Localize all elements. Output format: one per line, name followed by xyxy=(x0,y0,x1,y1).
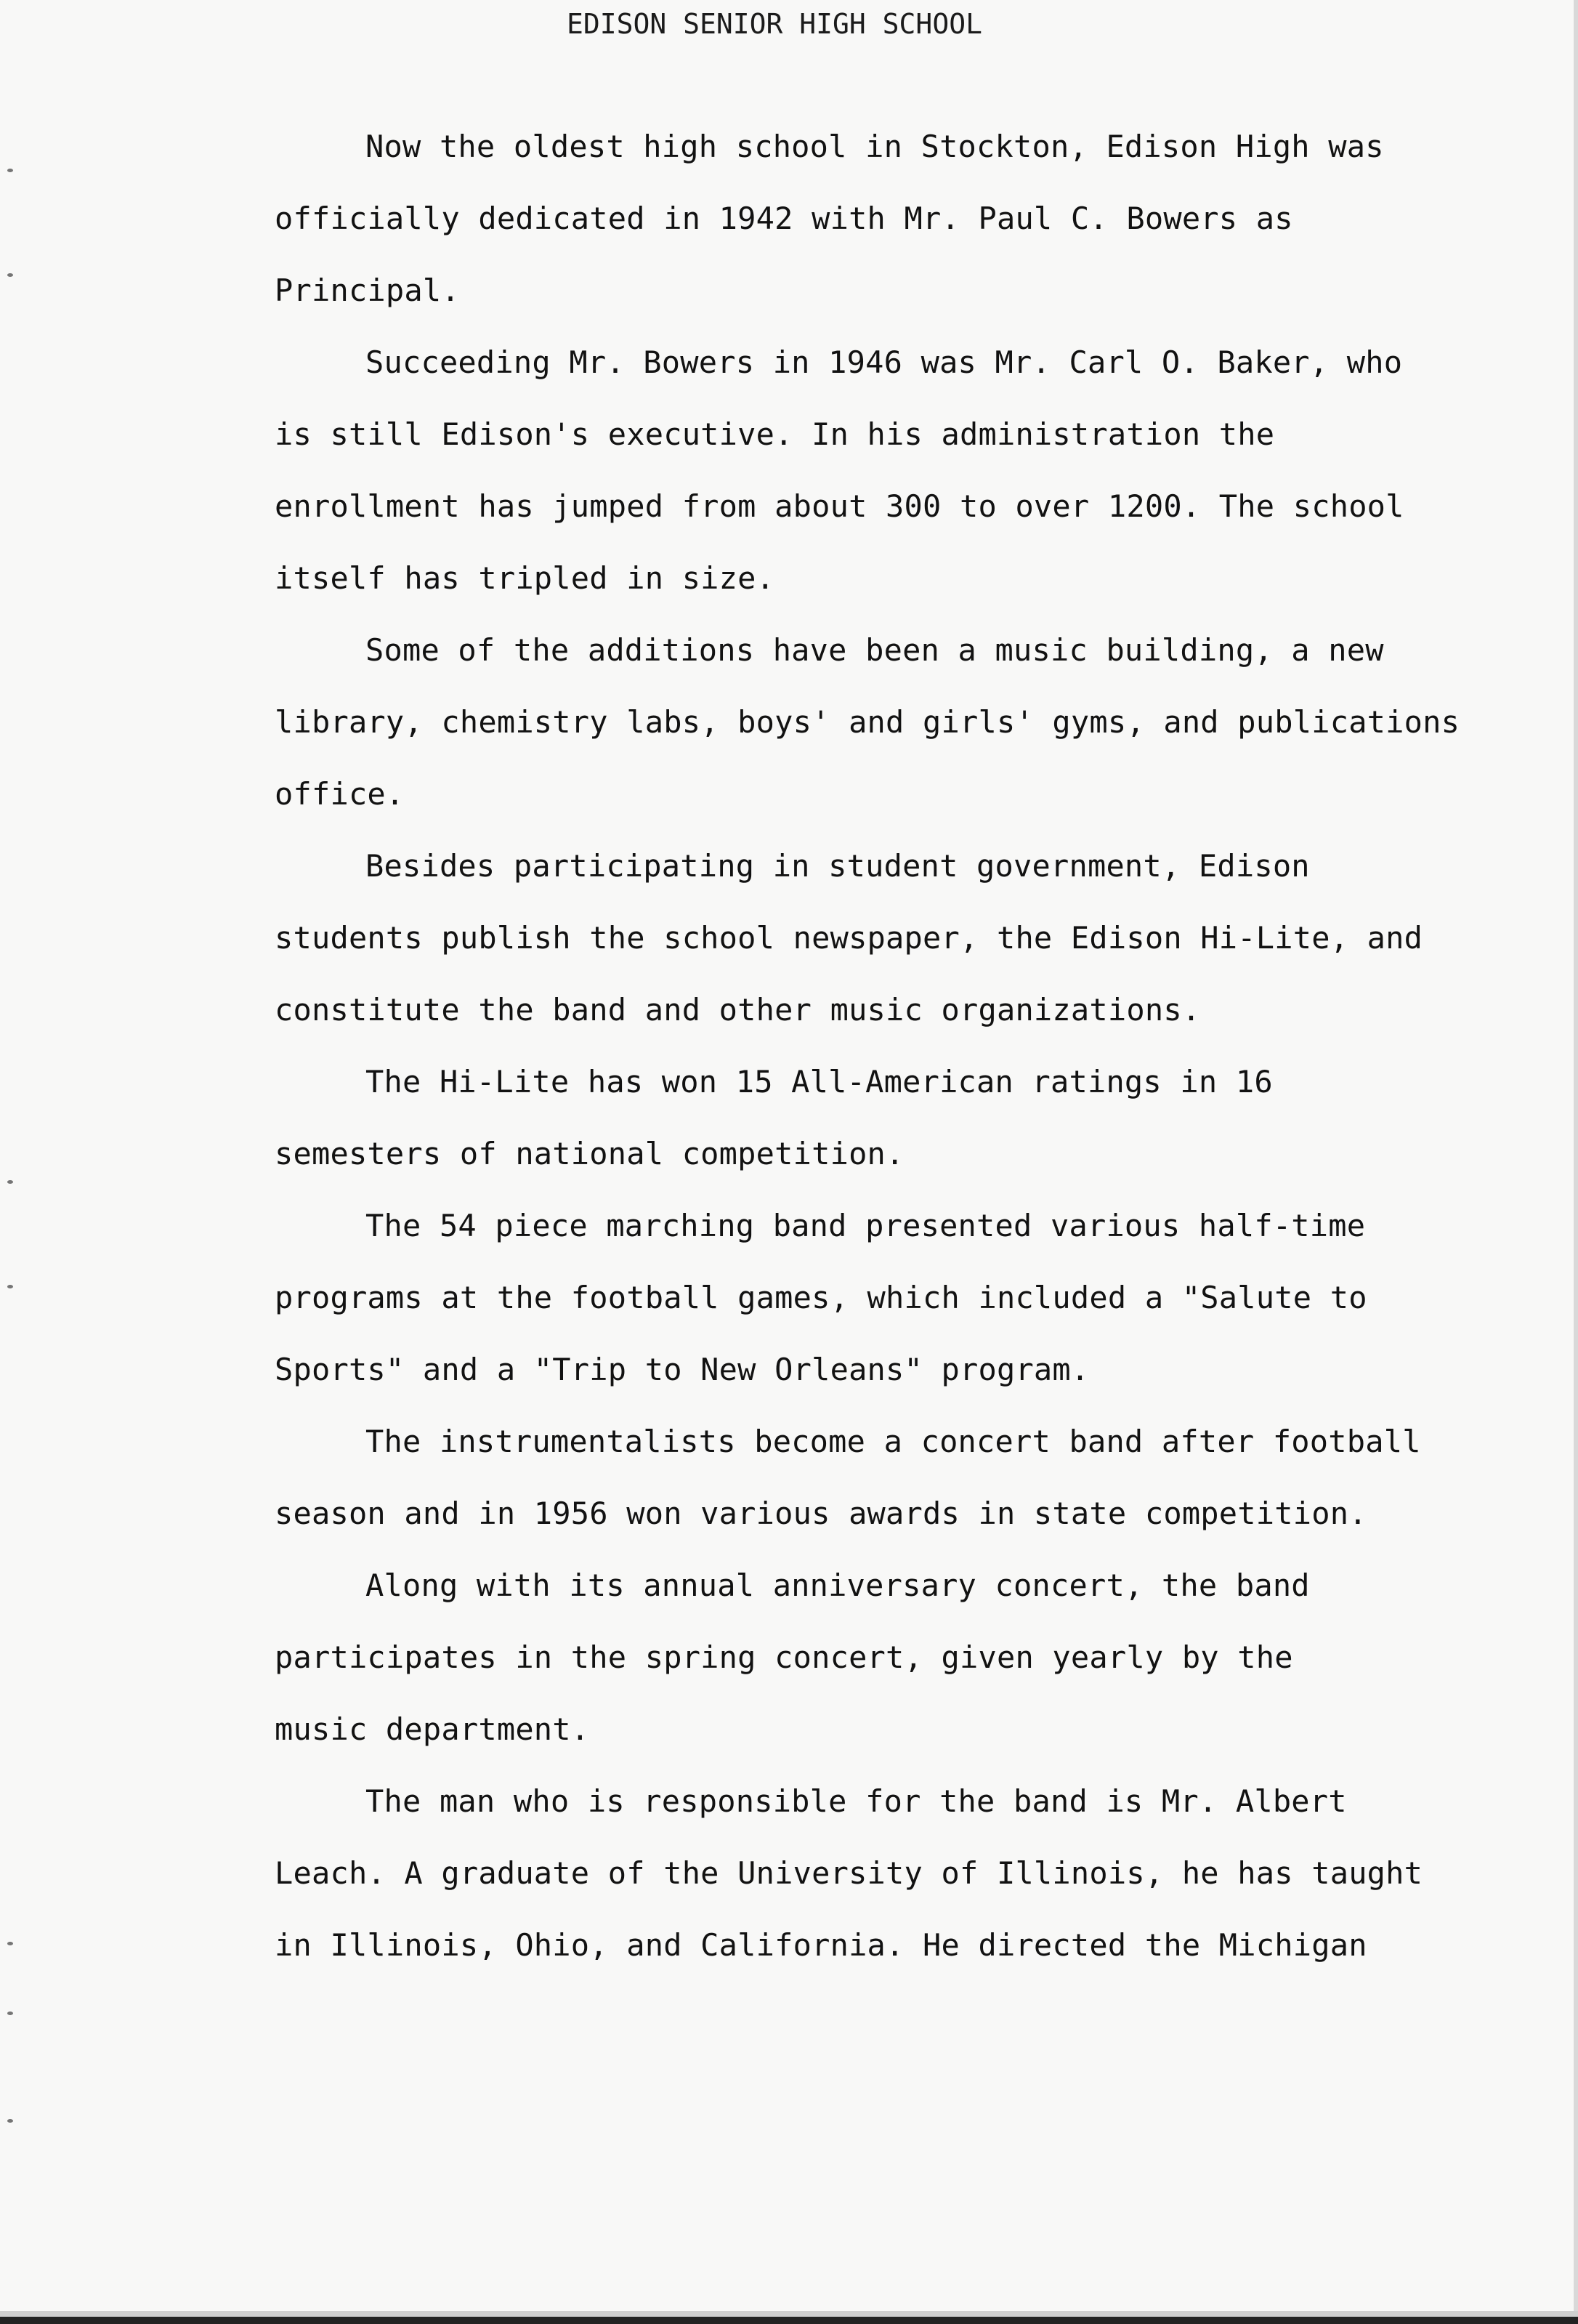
text-line: officially dedicated in 1942 with Mr. Paul C. Bowers as xyxy=(275,201,1293,236)
text-line: itself has tripled in size. xyxy=(275,560,775,596)
text-line: students publish the school newspaper, the Edison Hi-Lite, and xyxy=(275,920,1423,956)
text-line: Now the oldest high school in Stockton, Edison High was xyxy=(365,129,1384,164)
text-line: participates in the spring concert, given yearly by the xyxy=(275,1639,1293,1675)
text-line: Besides participating in student government, Edison xyxy=(365,848,1310,884)
text-line: Sports" and a "Trip to New Orleans" program. xyxy=(275,1352,1090,1387)
text-line: Leach. A graduate of the University of Illinois, he has taught xyxy=(275,1855,1423,1891)
binding-hole-mark xyxy=(7,273,13,277)
binding-hole-mark xyxy=(7,2012,13,2015)
text-line: constitute the band and other music organizations. xyxy=(275,992,1201,1028)
text-line: office. xyxy=(275,776,405,812)
text-line: The man who is responsible for the band is Mr. Albert xyxy=(365,1783,1347,1819)
page-bottom-shadow xyxy=(0,2311,1578,2317)
binding-hole-mark xyxy=(7,1180,13,1184)
page-title: EDISON SENIOR HIGH SCHOOL xyxy=(567,8,982,40)
document-body xyxy=(275,110,1460,1981)
text-line: library, chemistry labs, boys' and girls' gyms, and publications xyxy=(275,704,1460,740)
text-line: semesters of national competition. xyxy=(275,1136,905,1171)
binding-hole-mark xyxy=(7,169,13,172)
text-line: in Illinois, Ohio, and California. He directed the Michigan xyxy=(275,1927,1367,1963)
text-line: The 54 piece marching band presented various half-time xyxy=(365,1208,1366,1243)
page-right-edge xyxy=(1574,0,1578,2324)
page-bottom-edge xyxy=(0,2317,1578,2324)
binding-hole-mark xyxy=(7,1942,13,1945)
text-line: is still Edison's executive. In his administration the xyxy=(275,416,1275,452)
text-line: The Hi-Lite has won 15 All-American ratings in 16 xyxy=(365,1064,1273,1100)
text-line: music department. xyxy=(275,1711,590,1747)
binding-hole-mark xyxy=(7,1285,13,1288)
text-line: Along with its annual anniversary concert, the band xyxy=(365,1568,1310,1603)
text-line: Succeeding Mr. Bowers in 1946 was Mr. Carl O. Baker, who xyxy=(365,344,1403,380)
text-line: programs at the football games, which included a "Salute to xyxy=(275,1280,1367,1315)
text-line: Some of the additions have been a music building, a new xyxy=(365,632,1384,668)
binding-hole-mark xyxy=(7,2119,13,2123)
text-line: season and in 1956 won various awards in state competition. xyxy=(275,1496,1367,1531)
text-line: enrollment has jumped from about 300 to over 1200. The school xyxy=(275,488,1404,524)
text-line: The instrumentalists become a concert band after football xyxy=(365,1424,1421,1459)
text-line: Principal. xyxy=(275,273,460,308)
